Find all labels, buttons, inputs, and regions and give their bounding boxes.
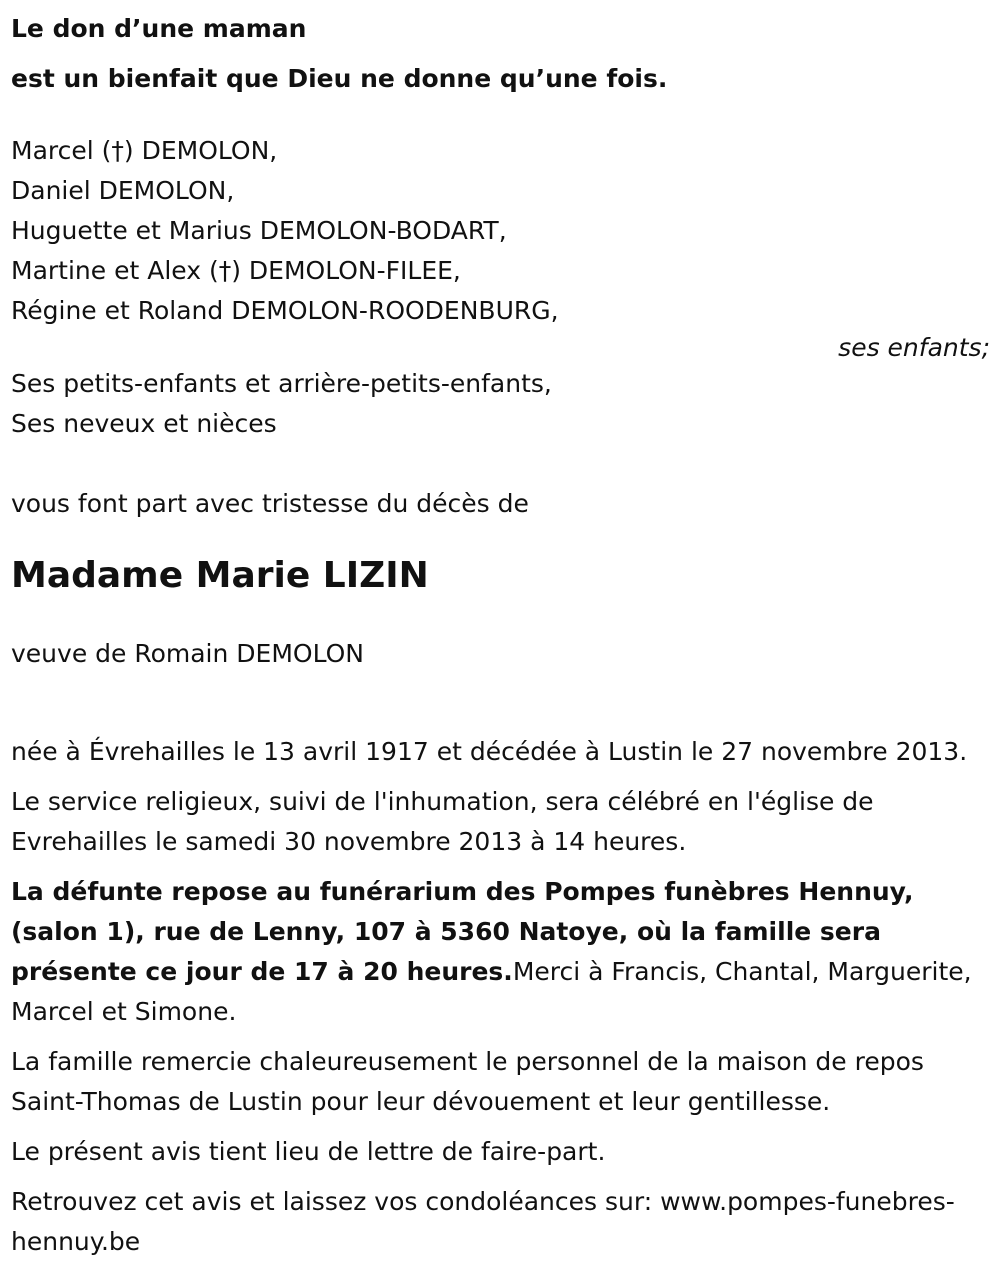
widow-of: veuve de Romain DEMOLON: [11, 639, 365, 668]
service-details: Le service religieux, suivi de l'inhumation, sera célébré en l'église de Evrehailles le samedi 30 novembre 2013 à 14 heures.: [11, 787, 874, 856]
motto-line-2: est un bienfait que Dieu ne donne qu’une fois.: [11, 64, 668, 93]
thanks-care-home: La famille remercie chaleureusement le personnel de la maison de repos Saint-Thomas de Lustin pour leur dévouement et leur gentillesse.: [11, 1047, 924, 1116]
motto-line-1: Le don d’une maman: [11, 14, 307, 43]
child-name: Daniel DEMOLON,: [11, 176, 235, 205]
funeral-home-text: La défunte repose au funérarium des Pompes funèbres Hennuy, (salon 1), rue de Lenny, 107 à 5360 Natoye, où la famille sera présente ce jour de 17 à 20 heures.: [11, 877, 914, 986]
grandchildren-line: Ses petits-enfants et arrière-petits-enfants,: [11, 369, 552, 398]
motto: [11, 4, 990, 104]
thanks-names: Merci à Francis, Chantal, Marguerite, Marcel et Simone.: [11, 957, 972, 1026]
child-name: Huguette et Marius DEMOLON-BODART,: [11, 216, 507, 245]
announcement: vous font part avec tristesse du décès de: [11, 489, 529, 518]
nephews-line: Ses neveux et nièces: [11, 409, 277, 438]
notice-statement: Le présent avis tient lieu de lettre de faire-part.: [11, 1137, 606, 1166]
child-name: Marcel (†) DEMOLON,: [11, 136, 278, 165]
extended-family: [11, 364, 990, 444]
funeral-home-details: [11, 872, 990, 1032]
deceased-name: Madame Marie LIZIN: [11, 555, 429, 596]
children-list: [11, 131, 990, 364]
child-name: Martine et Alex (†) DEMOLON-FILEE,: [11, 256, 461, 285]
birth-death-dates: née à Évrehailles le 13 avril 1917 et décédée à Lustin le 27 novembre 2013.: [11, 737, 968, 766]
child-name: Régine et Roland DEMOLON-ROODENBURG,: [11, 296, 559, 325]
children-role: ses enfants;: [838, 333, 990, 362]
condolences-info: Retrouvez cet avis et laissez vos condoléances sur: www.pompes-funebres-hennuy.be: [11, 1187, 955, 1256]
